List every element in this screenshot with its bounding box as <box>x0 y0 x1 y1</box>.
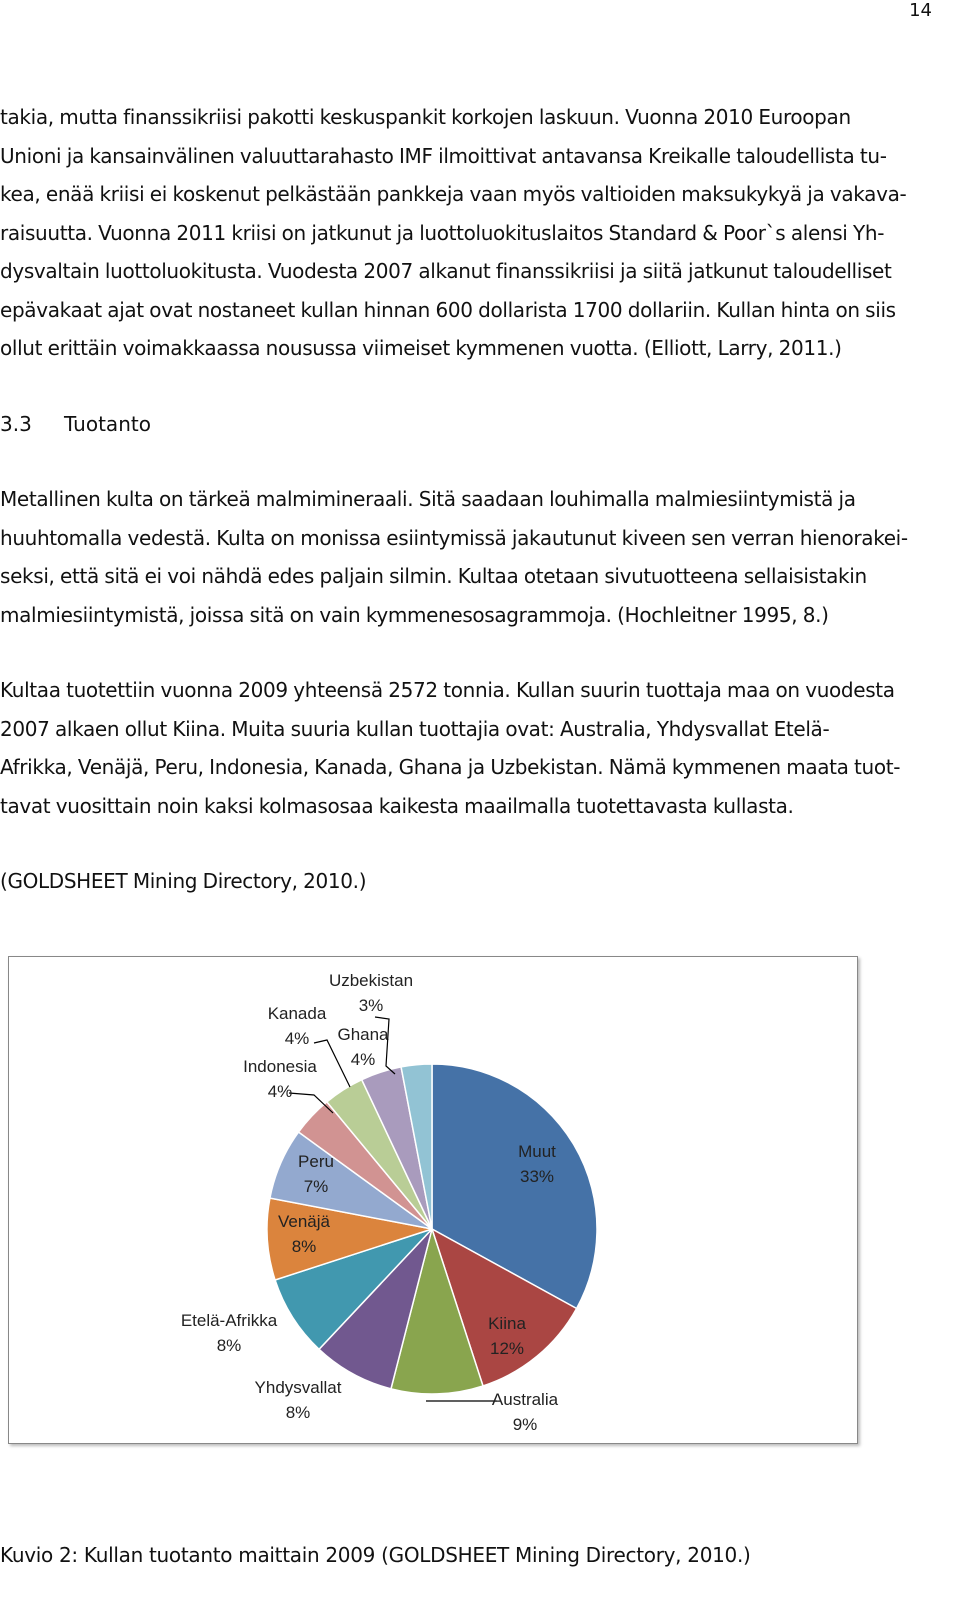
text-line: Metallinen kulta on tärkeä malmimineraali. Sitä saadaan louhimalla malmiesiintymistä ja <box>0 487 856 511</box>
slice-label: Muut <box>518 1142 556 1161</box>
pie-chart <box>9 957 857 1443</box>
slice-percent-label: 7% <box>303 1177 329 1196</box>
source-reference <box>0 862 945 901</box>
text-line: Unioni ja kansainvälinen valuuttarahasto IMF ilmoittivat antavansa Kreikalle taloudellista tu- <box>0 143 887 168</box>
text-line: Afrikka, Venäjä, Peru, Indonesia, Kanada, Ghana ja Uzbekistan. Nämä kymmenen maata tuot- <box>0 755 901 779</box>
paragraph-gold-ore <box>0 480 945 634</box>
slice-label: Ghana <box>337 1025 389 1044</box>
text-line: raisuutta. Vuonna 2011 kriisi on jatkunut ja luottoluokituslaitos Standard & Poor`s alensi Yh- <box>0 220 885 245</box>
text-line: dysvaltain luottoluokitusta. Vuodesta 2007 alkanut finanssikriisi ja siitä jatkunut taloudelliset <box>0 259 892 283</box>
text-line: kea, enää kriisi ei koskenut pelkästään pankkeja vaan myös valtioiden maksukykyä ja vakava- <box>0 182 907 206</box>
slice-label: Venäjä <box>278 1212 330 1231</box>
slice-percent-label: 9% <box>512 1415 538 1434</box>
text-line: tavat vuosittain noin kaksi kolmasosaa kaikesta maailmalla tuotettavasta kullasta. <box>0 793 794 818</box>
text-line: epävakaat ajat ovat nostaneet kullan hinnan 600 dollarista 1700 dollariin. Kullan hinta on siis <box>0 297 896 322</box>
slice-percent-label: 4% <box>350 1050 376 1069</box>
leader-line <box>314 1040 350 1087</box>
text-line: 2007 alkaen ollut Kiina. Muita suuria kullan tuottajia ovat: Australia, Yhdysvallat Etelä- <box>0 716 830 741</box>
slice-percent-label: 8% <box>285 1403 311 1422</box>
slice-percent-label: 4% <box>284 1029 310 1048</box>
slice-label: Australia <box>491 1390 559 1409</box>
slice-label: Kanada <box>267 1004 327 1023</box>
slice-label: Kiina <box>488 1314 526 1333</box>
slice-label: Etelä-Afrikka <box>180 1311 278 1330</box>
slice-label: Peru <box>298 1152 334 1171</box>
text-line: Kultaa tuotettiin vuonna 2009 yhteensä 2572 tonnia. Kullan suurin tuottaja maa on vuodesta <box>0 678 895 702</box>
section-number: 3.3 <box>0 412 32 436</box>
text-line: huuhtomalla vedestä. Kulta on monissa esiintymissä jakautunut kiveen sen verran hienorakei- <box>0 525 908 550</box>
text-line: takia, mutta finanssikriisi pakotti keskuspankit korkojen laskuun. Vuonna 2010 Euroopan <box>0 105 851 129</box>
slice-percent-label: 4% <box>267 1082 293 1101</box>
slice-label: Yhdysvallat <box>254 1378 342 1397</box>
slice-percent-label: 8% <box>291 1237 317 1256</box>
page-number: 14 <box>909 0 932 21</box>
slice-percent-label: 12% <box>489 1339 525 1358</box>
section-heading <box>0 405 151 443</box>
slice-label: Indonesia <box>243 1057 317 1076</box>
text-line: malmiesiintymistä, joissa sitä on vain kymmenesosagrammoja. (Hochleitner 1995, 8.) <box>0 602 829 627</box>
slice-percent-label: 3% <box>358 996 384 1015</box>
figure-caption: Kuvio 2: Kullan tuotanto maittain 2009 (GOLDSHEET Mining Directory, 2010.) <box>0 1543 751 1567</box>
paragraph-financial-crisis <box>0 98 945 368</box>
slice-percent-label: 33% <box>519 1167 555 1186</box>
paragraph-gold-production <box>0 671 945 825</box>
section-title: Tuotanto <box>64 412 151 436</box>
slice-label: Uzbekistan <box>328 971 414 990</box>
slice-percent-label: 8% <box>216 1336 242 1355</box>
text-line: seksi, että sitä ei voi nähdä edes paljain silmin. Kultaa otetaan sivutuotteena sellaisistakin <box>0 564 867 588</box>
text-line: ollut erittäin voimakkaassa nousussa viimeiset kymmenen vuotta. (Elliott, Larry, 2011.) <box>0 336 842 360</box>
source-text: (GOLDSHEET Mining Directory, 2010.) <box>0 869 367 893</box>
pie-chart-frame <box>8 956 858 1444</box>
